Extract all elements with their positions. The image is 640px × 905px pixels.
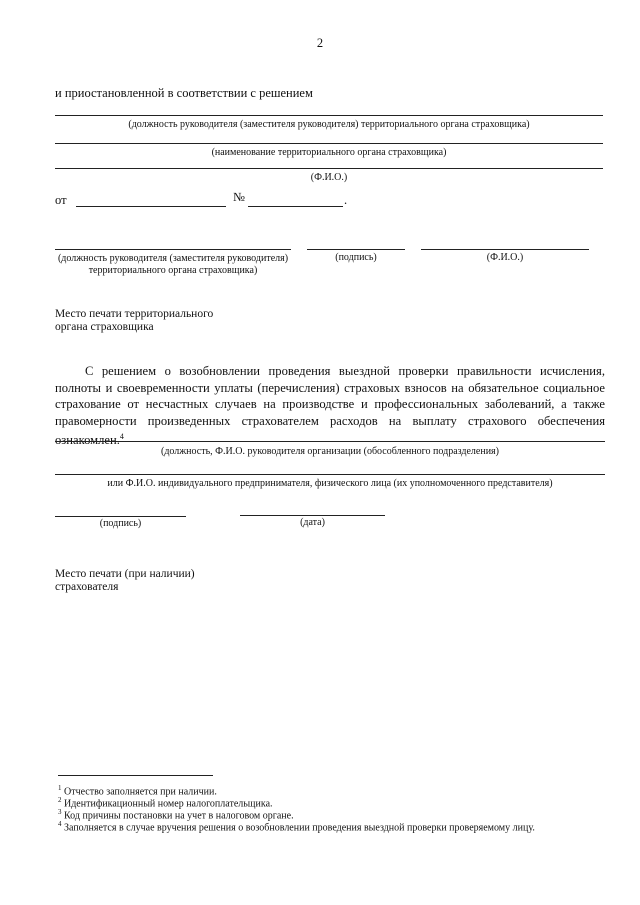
acknowledgement-paragraph <box>55 363 605 449</box>
footnote-4-text: Заполняется в случае вручения решения о возобновлении проведения выездной проверки проверяемому лицу. <box>61 822 535 834</box>
org-name-line <box>55 143 603 144</box>
insured-stamp-line-1: Место печати (при наличии) <box>55 568 195 580</box>
acknowledge-date-line <box>240 515 385 516</box>
entrepreneur-line <box>55 474 605 475</box>
footnote-3-number: 3 <box>58 808 62 816</box>
head-fio-line <box>421 249 589 250</box>
number-line <box>248 206 343 207</box>
footnote-2-number: 2 <box>58 796 62 804</box>
head-position-line <box>55 249 291 250</box>
insured-stamp-line-2: страхователя <box>55 581 119 593</box>
footnote-1-number: 1 <box>58 784 62 792</box>
head-signature-line <box>307 249 405 250</box>
head-position-caption-2: территориального органа страховщика) <box>88 265 258 276</box>
number-sign: № <box>233 190 245 204</box>
insurer-stamp-line-2: органа страховщика <box>55 321 154 333</box>
head-org-caption: (должность, Ф.И.О. руководителя организации (обособленного подразделения) <box>161 446 499 457</box>
head-position-caption-1: (должность руководителя (заместителя руководителя) <box>57 253 289 264</box>
footnote-4 <box>58 820 535 833</box>
intro-line: и приостановленной в соответствии с решением <box>55 86 313 100</box>
footnote-separator <box>58 775 213 776</box>
fio-line <box>55 168 603 169</box>
entrepreneur-caption: или Ф.И.О. индивидуального предпринимателя, физического лица (их уполномоченного представителя) <box>107 478 553 489</box>
footnote-3-text: Код причины постановки на учет в налоговом органе. <box>61 810 294 822</box>
insurer-stamp-line-1: Место печати территориального <box>55 308 214 320</box>
footnote-2-text: Идентификационный номер налогоплательщика. <box>61 798 273 810</box>
acknowledgement-footnote-ref: 4 <box>119 432 124 441</box>
acknowledge-signature-caption: (подпись) <box>99 518 142 529</box>
footnote-1-text: Отчество заполняется при наличии. <box>61 786 217 798</box>
fio-caption: (Ф.И.О.) <box>310 172 348 183</box>
page-number: 2 <box>316 36 324 50</box>
acknowledge-date-caption: (дата) <box>300 517 325 528</box>
date-prefix: от <box>55 193 67 207</box>
position-caption: (должность руководителя (заместителя руководителя) территориального органа страховщика) <box>128 119 530 130</box>
acknowledgement-text: С решением о возобновлении проведения выездной проверки правильности исчисления, полноты и своевременности уплаты (перечисления) страховых взносов на обязательное социальное страхование от несчастных случаев на производстве и профессиональных заболеваний, а также правомерности произведенных страхователем расходов на выплату страхового обеспечения ознакомлен. <box>55 364 605 448</box>
head-fio-caption: (Ф.И.О.) <box>486 252 524 263</box>
date-line <box>76 206 226 207</box>
head-signature-caption: (подпись) <box>335 252 377 263</box>
head-org-line <box>55 441 605 442</box>
position-line <box>55 115 603 116</box>
period: . <box>344 193 348 207</box>
footnote-4-number: 4 <box>58 820 62 828</box>
acknowledge-signature-line <box>55 516 186 517</box>
org-name-caption: (наименование территориального органа страховщика) <box>211 147 447 158</box>
